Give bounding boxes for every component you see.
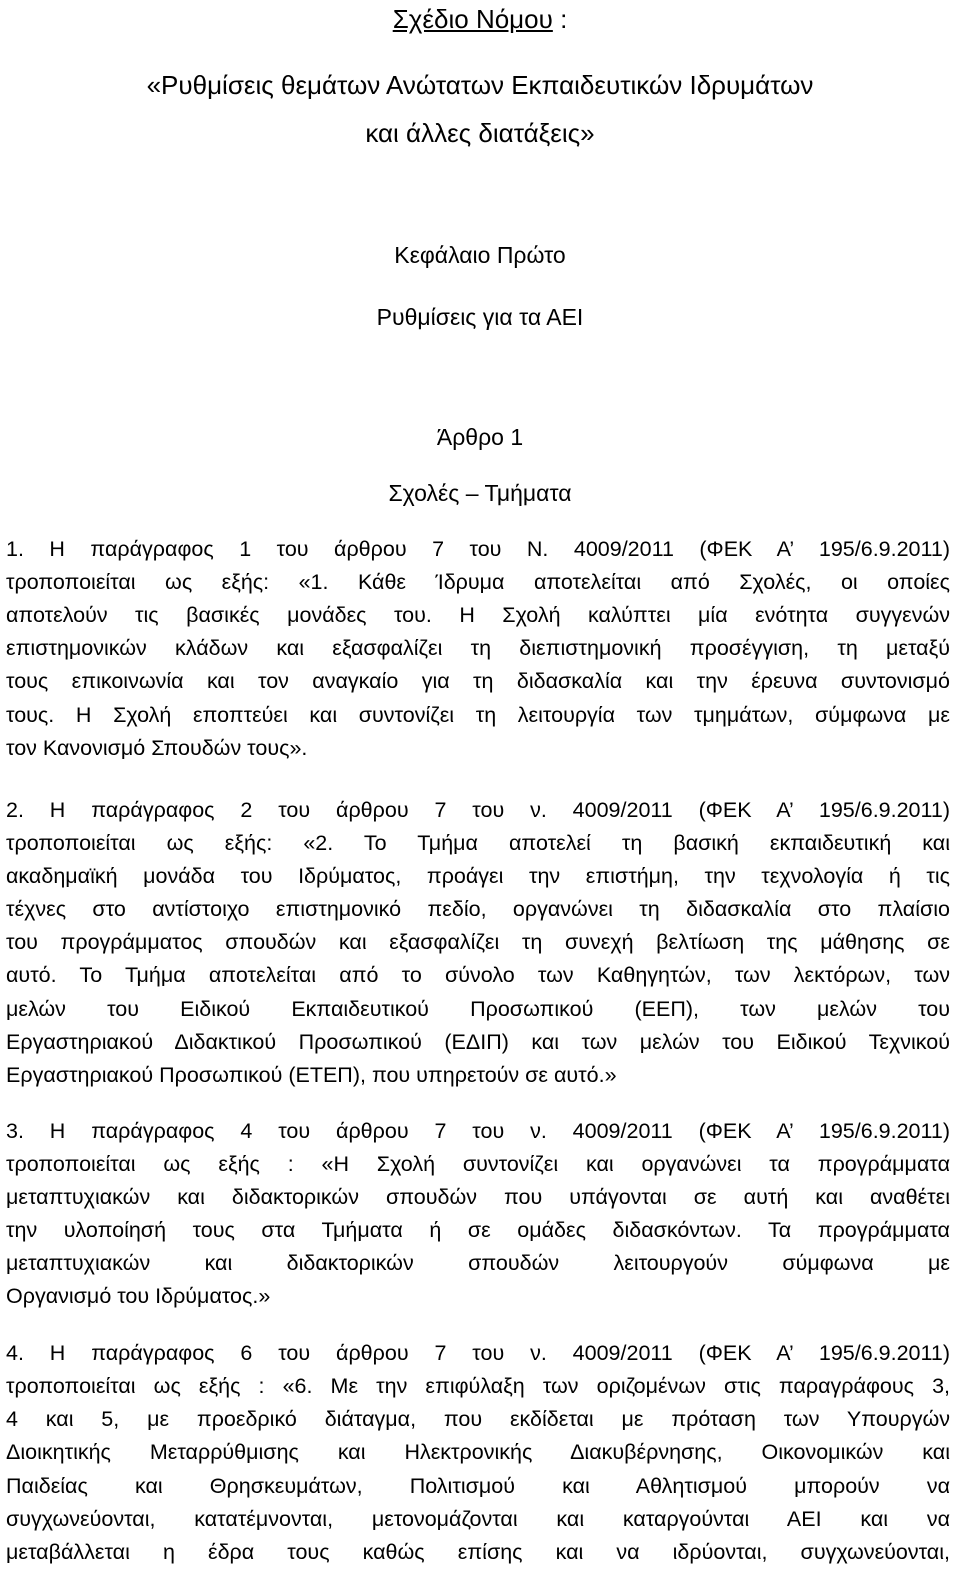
body-line: Παιδείας και Θρησκευμάτων, Πολιτισμού και Αθλητισμού μπορούν να bbox=[6, 1474, 950, 1498]
body-line: συγχωνεύονται, κατατέμνονται, μετονομάζονται και καταργούνται ΑΕΙ και να bbox=[6, 1507, 950, 1531]
body-line: 4 και 5, με προεδρικό διάταγμα, που εκδίδεται με πρόταση των Υπουργών bbox=[6, 1407, 950, 1431]
body-line: Διοικητικής Μεταρρύθμισης και Ηλεκτρονικής Διακυβέρνησης, Οικονομικών και bbox=[6, 1440, 950, 1464]
body-line: 4. Η παράγραφος 6 του άρθρου 7 του ν. 4009/2011 (ΦΕΚ Α’ 195/6.9.2011) bbox=[6, 1341, 950, 1365]
article-heading: Σχολές – Τμήματα bbox=[388, 480, 572, 506]
body-line: ακαδημαϊκή μονάδα του Ιδρύματος, προάγει την επιστήμη, την τεχνολογία ή τις bbox=[6, 864, 950, 888]
body-line: 2. Η παράγραφος 2 του άρθρου 7 του ν. 4009/2011 (ΦΕΚ Α’ 195/6.9.2011) bbox=[6, 798, 950, 822]
body-line: τους. Η Σχολή εποπτεύει και συντονίζει τη λειτουργία των τμημάτων, σύμφωνα με bbox=[6, 703, 950, 727]
body-line: του προγράμματος σπουδών και εξασφαλίζει τη συνεχή βελτίωση της μάθησης σε bbox=[6, 930, 950, 954]
body-line: μελών του Ειδικού Εκπαιδευτικού Προσωπικού (ΕΕΠ), των μελών του bbox=[6, 997, 950, 1021]
body-line: μεταπτυχιακών και διδακτορικών σπουδών λειτουργούν σύμφωνα με bbox=[6, 1251, 950, 1275]
article-label: Άρθρο 1 bbox=[436, 424, 524, 450]
body-line: αυτό. Το Τμήμα αποτελείται από το σύνολο των Καθηγητών, των λεκτόρων, των bbox=[6, 963, 950, 987]
bill-subtitle-line-2: και άλλες διατάξεις» bbox=[365, 118, 595, 148]
document-title-colon: : bbox=[552, 4, 568, 34]
body-line: επιστημονικών κλάδων και εξασφαλίζει τη διεπιστημονική προσέγγιση, τη μεταξύ bbox=[6, 636, 950, 660]
body-line: Οργανισμό του Ιδρύματος.» bbox=[6, 1284, 271, 1308]
body-line: 3. Η παράγραφος 4 του άρθρου 7 του ν. 4009/2011 (ΦΕΚ Α’ 195/6.9.2011) bbox=[6, 1119, 950, 1143]
body-line: την υλοποίησή τους στα Τμήματα ή σε ομάδες διδασκόντων. Τα προγράμματα bbox=[6, 1218, 950, 1242]
body-line: 1. Η παράγραφος 1 του άρθρου 7 του Ν. 4009/2011 (ΦΕΚ Α’ 195/6.9.2011) bbox=[6, 537, 950, 561]
body-line: μεταπτυχιακών και διδακτορικών σπουδών που υπάγονται σε αυτή και αναθέτει bbox=[6, 1185, 950, 1209]
body-line: τους επικοινωνία και τον αναγκαίο για τη διδασκαλία και την έρευνα συντονισμό bbox=[6, 669, 950, 693]
document-title-text: Σχέδιο Νόμου bbox=[392, 4, 553, 34]
chapter-label: Κεφάλαιο Πρώτο bbox=[394, 242, 566, 268]
body-line: Εργαστηριακού Διδακτικού Προσωπικού (ΕΔΙΠ) και των μελών του Ειδικού Τεχνικού bbox=[6, 1030, 950, 1054]
body-line: τροποποιείται ως εξής: «1. Κάθε Ίδρυμα αποτελείται από Σχολές, οι οποίες bbox=[6, 570, 950, 594]
body-line: τέχνες στο αντίστοιχο επιστημονικό πεδίο, οργανώνει τη διδασκαλία στο πλαίσιο bbox=[6, 897, 950, 921]
chapter-heading: Ρυθμίσεις για τα ΑΕΙ bbox=[376, 304, 584, 330]
document-title bbox=[0, 2, 960, 36]
body-line: τροποποιείται ως εξής : «6. Με την επιφύλαξη των οριζομένων στις παραγράφους 3, bbox=[6, 1374, 950, 1398]
bill-subtitle-line-1: «Ρυθμίσεις θεμάτων Ανώτατων Εκπαιδευτικών Ιδρυμάτων bbox=[146, 70, 814, 100]
body-line: τροποποιείται ως εξής : «Η Σχολή συντονίζει και οργανώνει τα προγράμματα bbox=[6, 1152, 950, 1176]
body-line: Εργαστηριακού Προσωπικού (ΕΤΕΠ), που υπηρετούν σε αυτό.» bbox=[6, 1063, 617, 1087]
body-line: αποτελούν τις βασικές μονάδες του. Η Σχολή καλύπτει μία ενότητα συγγενών bbox=[6, 603, 950, 627]
body-line: τον Κανονισμό Σπουδών τους». bbox=[6, 736, 308, 760]
body-line: τροποποιείται ως εξής: «2. Το Τμήμα αποτελεί τη βασική εκπαιδευτική και bbox=[6, 831, 950, 855]
body-line: μεταβάλλεται η έδρα τους καθώς επίσης και να ιδρύονται, συγχωνεύονται, bbox=[6, 1540, 950, 1564]
